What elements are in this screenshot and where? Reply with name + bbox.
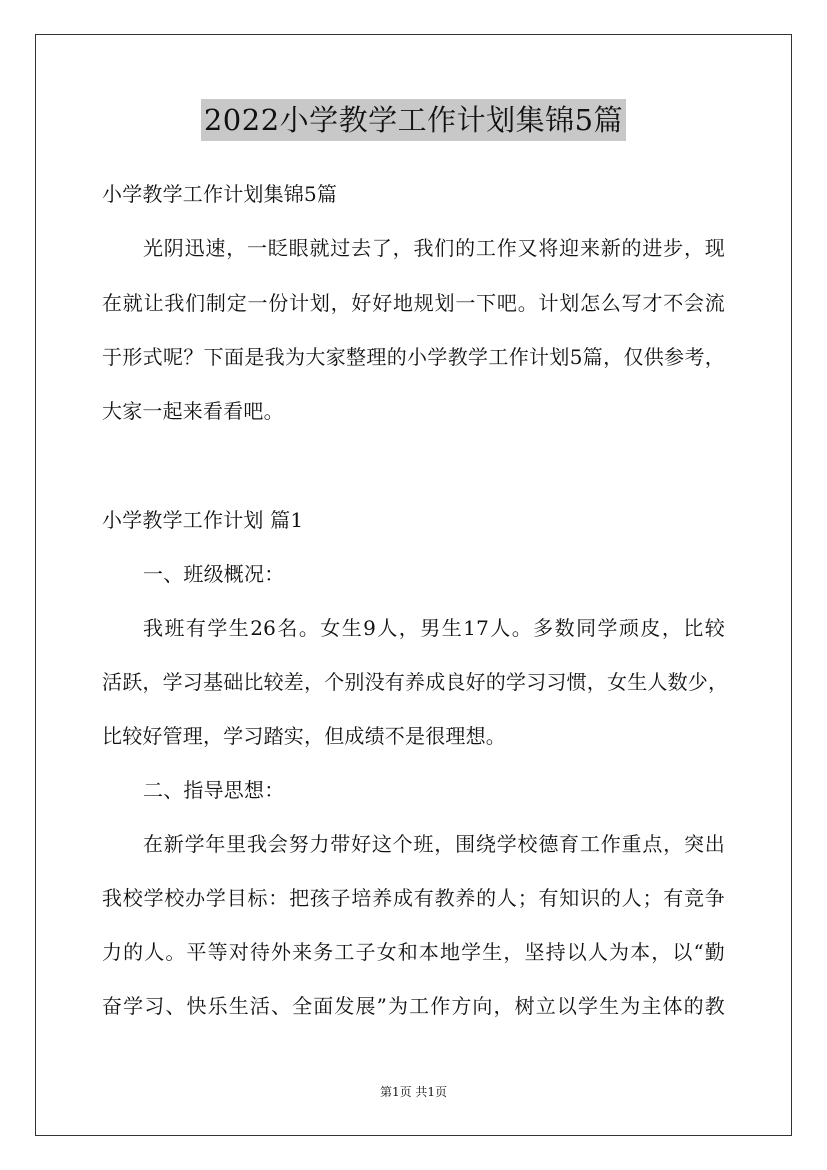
title-container xyxy=(0,99,827,141)
paragraph-line: 比较好管理，学习踏实，但成绩不是很理想。 xyxy=(102,724,506,748)
paragraph-line: 光阴迅速，一眨眼就过去了，我们的工作又将迎来新的进步，现 xyxy=(143,236,725,260)
paragraph-line: 在新学年里我会努力带好这个班，围绕学校德育工作重点，突出 xyxy=(143,832,725,856)
section-heading: 小学教学工作计划 篇1 xyxy=(102,508,304,532)
paragraph-line: 奋学习、快乐生活、全面发展”为工作方向，树立以学生为主体的教 xyxy=(102,994,725,1018)
paragraph-line: 活跃，学习基础比较差，个别没有养成良好的学习习惯，女生人数少， xyxy=(102,670,729,694)
paragraph-line: 我校学校办学目标：把孩子培养成有教养的人；有知识的人；有竞争 xyxy=(102,886,725,910)
part-heading: 一、班级概况： xyxy=(143,562,285,586)
part-heading: 二、指导思想： xyxy=(143,778,285,802)
paragraph-line: 我班有学生26名。女生9人，男生17人。多数同学顽皮，比较 xyxy=(143,616,725,640)
paragraph-line: 于形式呢？下面是我为大家整理的小学教学工作计划5篇，仅供参考， xyxy=(102,345,725,369)
page-footer: 第1页 共1页 xyxy=(379,1085,448,1099)
paragraph-line: 在就让我们制定一份计划，好好地规划一下吧。计划怎么写才不会流 xyxy=(102,291,725,315)
paragraph-line: 大家一起来看看吧。 xyxy=(102,399,284,423)
document-title: 2022小学教学工作计划集锦5篇 xyxy=(201,99,626,141)
subtitle: 小学教学工作计划集锦5篇 xyxy=(102,182,338,206)
paragraph-line: 力的人。平等对待外来务工子女和本地学生，坚持以人为本，以“勤 xyxy=(102,940,725,964)
